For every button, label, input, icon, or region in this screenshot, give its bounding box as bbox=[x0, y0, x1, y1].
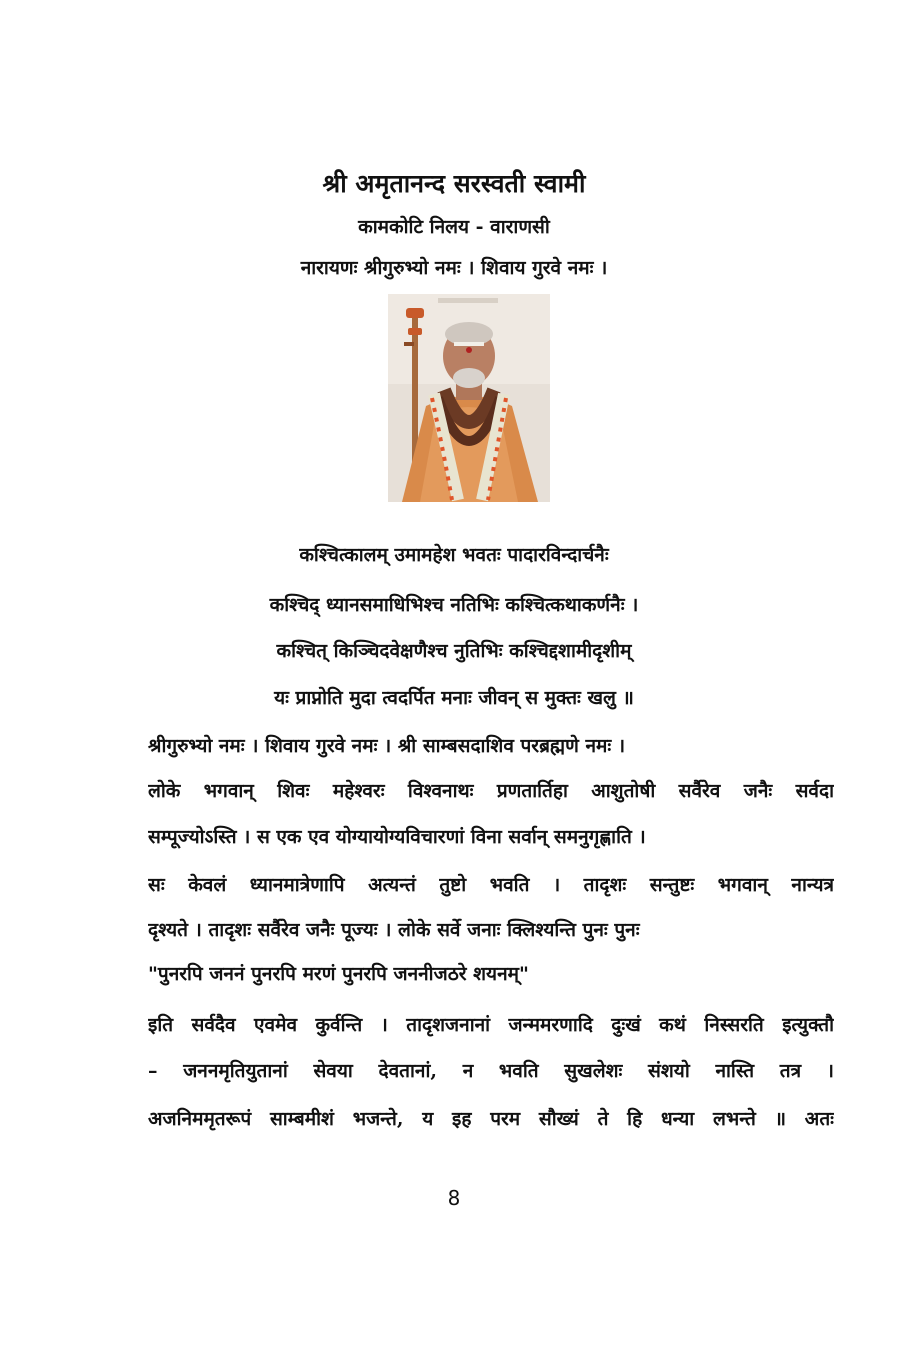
salutation-line: नारायणः श्रीगुरुभ्यो नमः । शिवाय गुरवे नमः । bbox=[300, 257, 608, 279]
body-line-3: सम्पूज्योऽस्ति । स एक एव योग्यायोग्यविचारणां विना सर्वान् समनुगृह्णाति । bbox=[148, 826, 646, 848]
body-line-9: अजनिममृतरूपं साम्बमीशं भजन्ते, य इह परम सौख्यं ते हि धन्या लभन्ते ॥ अतः bbox=[148, 1108, 834, 1130]
portrait-illustration bbox=[388, 294, 550, 502]
body-line-2: लोके भगवान् शिवः महेश्वरः विश्वनाथः प्रणतार्तिहा आशुतोषी सर्वैरेव जनैः सर्वदा bbox=[148, 780, 834, 802]
verse-line-4: यः प्राप्नोति मुदा त्वदर्पित मनाः जीवन् स मुक्तः खलु ॥ bbox=[274, 687, 634, 709]
body-line-8: – जननमृतियुतानां सेवया देवतानां, न भवति सुखलेशः संशयो नास्ति तत्र । bbox=[148, 1060, 834, 1082]
swami-portrait-photo bbox=[388, 294, 550, 502]
body-line-7: इति सर्वदैव एवमेव कुर्वन्ति । तादृशजनानां जन्ममरणादि दुःखं कथं निस्सरति इत्युक्तौ bbox=[148, 1014, 834, 1036]
body-line-4: सः केवलं ध्यानमात्रेणापि अत्यन्तं तुष्टो भवति । तादृशः सन्तुष्टः भगवान् नान्यत्र bbox=[148, 874, 834, 896]
verse-line-2: कश्चिद् ध्यानसमाधिभिश्च नतिभिः कश्चित्कथाकर्णनैः । bbox=[269, 594, 639, 616]
page-number: 8 bbox=[447, 1186, 461, 1210]
body-line-5: दृश्यते । तादृशः सर्वैरेव जनैः पूज्यः । लोके सर्वे जनाः क्लिश्यन्ति पुनः पुनः bbox=[148, 919, 640, 941]
body-line-6-quote: "पुनरपि जननं पुनरपि मरणं पुनरपि जननीजठरे शयनम्" bbox=[148, 963, 529, 985]
page-title: श्री अमृतानन्द सरस्वती स्वामी bbox=[322, 169, 586, 198]
verse-line-3: कश्चित् किञ्चिदवेक्षणैश्च नुतिभिः कश्चिद्दशामीदृशीम् bbox=[276, 640, 632, 662]
verse-line-1: कश्चित्कालम् उमामहेश भवतः पादारविन्दार्चनैः bbox=[299, 544, 609, 566]
body-line-1: श्रीगुरुभ्यो नमः । शिवाय गुरवे नमः । श्री साम्बसदाशिव परब्रह्मणे नमः । bbox=[148, 735, 626, 757]
page-subtitle: कामकोटि निलय - वाराणसी bbox=[358, 216, 550, 238]
